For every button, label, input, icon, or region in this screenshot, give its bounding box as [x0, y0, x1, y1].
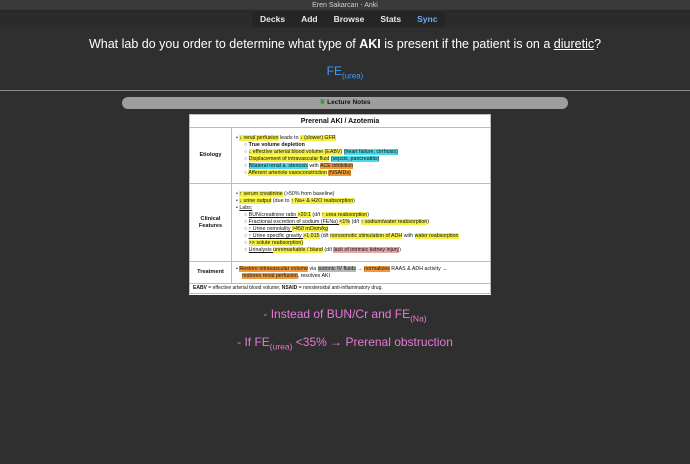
row-head-etiology: Etiology — [190, 128, 232, 184]
etiology-cell — [232, 128, 491, 184]
treatment-line: restores renal perfusion, resolves AKI — [242, 272, 331, 279]
extra-note-2-post: <35% → Prerenal obstruction — [292, 335, 453, 349]
row-head-treatment: Treatment — [190, 262, 232, 284]
etiology-line: • ↓ renal perfusion leads to ↓ (slower) GFR — [236, 135, 487, 142]
answer-main: FE — [326, 64, 342, 78]
clinical-line: • ↓ urine output (due to ↑ Na+ & H2O reabsorption) — [236, 198, 487, 205]
extra-note-1 — [0, 307, 690, 323]
answer-divider — [0, 90, 690, 91]
question-text-pre: What lab do you order to determine what type of — [88, 37, 360, 51]
extra-note-2 — [0, 335, 690, 351]
nav-decks[interactable]: Decks — [260, 14, 286, 24]
nav-sync[interactable]: Sync — [417, 14, 438, 24]
answer-sub: (urea) — [342, 71, 364, 81]
nav-add[interactable]: Add — [301, 14, 318, 24]
top-toolbar — [0, 11, 690, 28]
question-text-mid: is present if the patient is on a — [380, 37, 554, 51]
row-head-clinical: Clinical Features — [190, 184, 232, 262]
nav-browse[interactable]: Browse — [333, 14, 365, 24]
notes-table-image — [189, 114, 491, 295]
lecture-notes-label: Lecture Notes — [327, 99, 371, 106]
extra-note-1-text: - Instead of BUN/Cr and FE — [263, 307, 411, 321]
question-text-underline: diuretic — [553, 37, 595, 51]
window-title: Eren Sakarcan - Anki — [312, 2, 378, 9]
extra-note-2-text: - If FE — [237, 335, 270, 349]
extra-note-1-sub: (Na) — [410, 313, 427, 324]
leaf-icon: ❦ — [319, 99, 326, 106]
window-titlebar — [0, 0, 690, 11]
etiology-line: ○ Bilateral renal a. stenosis with ACE inhibition — [236, 163, 487, 170]
nav-stats[interactable]: Stats — [380, 14, 402, 24]
etiology-line: ○ Afferent arteriole vasoconstriction (NSAIDs) — [236, 170, 487, 177]
clinical-line: ○ BUN/creatinine ratio >20:1 (d/t ↑ urea reabsorption) — [236, 212, 487, 219]
clinical-line: ○ ↑ Urine specific gravity >1.015 (d/t nonosmotic stimulation of ADH with water reabsorption — [236, 233, 487, 240]
etiology-line: ○ ↓ effective arterial blood volume (EABV) (heart failure, cirrhosis) — [236, 149, 487, 156]
notes-table — [189, 114, 491, 294]
treatment-cell — [232, 262, 491, 284]
question-text-bold: AKI — [359, 37, 381, 51]
clinical-line: • ↑ serum creatinine (>50% from baseline) — [236, 191, 487, 198]
clinical-line: ○ >> solute reabsorption) — [236, 240, 487, 247]
main-nav — [252, 12, 445, 27]
question-text-end: ? — [594, 37, 602, 51]
etiology-line: ○ Displacement of intravascular fluid (sepsis, pancreatitis) — [236, 156, 487, 163]
clinical-cell — [232, 184, 491, 262]
etiology-line: ○ True volume depletion — [236, 142, 487, 149]
clinical-line: ○ ↑ Urine osmolality >450 mOsm/kg — [236, 226, 487, 233]
clinical-line: • Labs: — [236, 205, 487, 212]
clinical-line: ○ Fractional excretion of sodium (FENa) <1% (d/t ↑ sodium/water reabsorption) — [236, 219, 487, 226]
table-title: Prerenal AKI / Azotemia — [190, 115, 491, 128]
lecture-notes-toggle[interactable] — [122, 97, 568, 109]
extra-note-2-sub: (urea) — [269, 341, 293, 352]
card-answer — [0, 64, 690, 80]
clinical-line: ○ Urinalysis unremarkable / bland (d/t lack of intrinsic kidney injury) — [236, 247, 487, 254]
card-question — [0, 37, 690, 51]
table-footnote: EABV = effective arterial blood volume; NSAID = nonsteroidal anti-inflammatory drug. — [190, 284, 491, 294]
treatment-line: • Restore intravascular volume via isotonic IV fluids → normalizes RAAS & ADH activity → — [236, 266, 487, 273]
